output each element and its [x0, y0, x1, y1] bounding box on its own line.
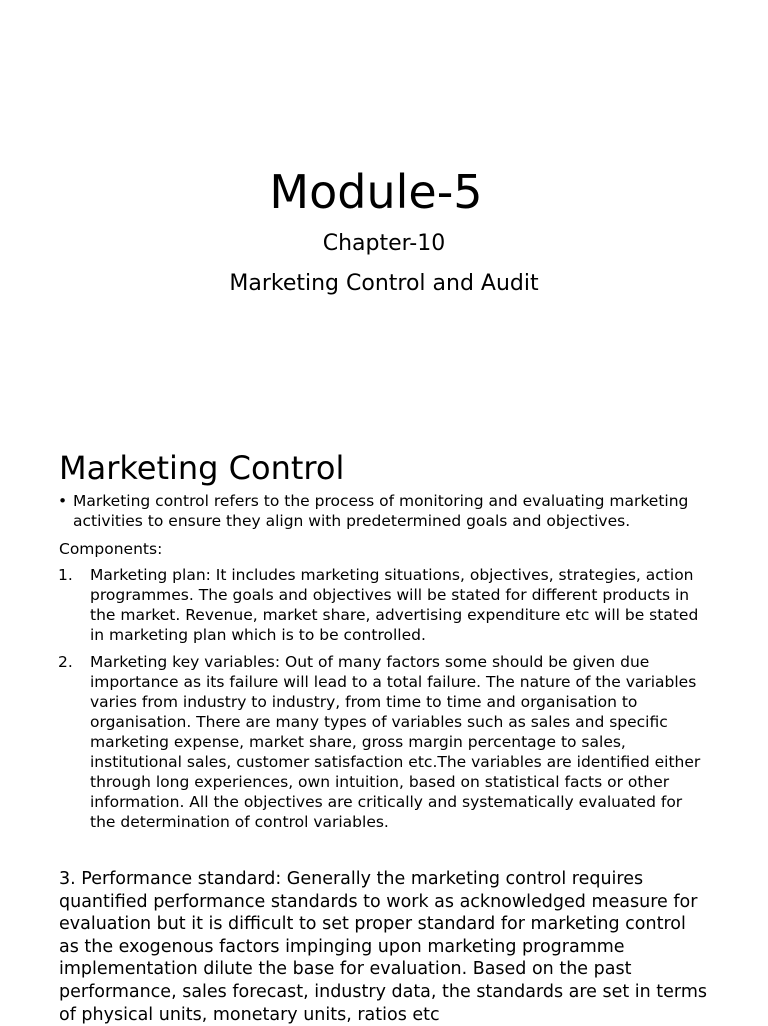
list-number: 2.: [58, 653, 73, 671]
list-number: 1.: [58, 566, 73, 584]
module-title: Module-5: [269, 165, 483, 219]
definition-bullet: [58, 491, 708, 531]
list-item-text: Marketing key variables: Out of many factors some should be given due importance as its failure will lead to a total failure. The nature of the variables varies from industry to industry, from time to time and organisation to organisation. There are many types of variables such as sales and specific marketing expense, market share, gross margin percentage to sales, institutional sales, customer satisfaction etc.The variables are identified either through long experiences, own intuition, based on statistical facts or other information. All the objectives are critically and systematically evaluated for the determination of control variables.: [90, 653, 701, 831]
section-heading: Marketing Control: [59, 449, 345, 487]
chapter-subtitle: Marketing Control and Audit: [229, 271, 539, 296]
components-label: Components:: [59, 540, 163, 558]
title-slide: [0, 0, 768, 420]
bullet-icon: •: [58, 492, 68, 510]
performance-standard-paragraph: 3. Performance standard: Generally the marketing control requires quantified performance standards to work as acknowledged measure for evaluation but it is difficult to set proper standard for marketing control as the exogenous factors impinging upon marketing programme implementation dilute the base for evaluation. Based on the past performance, sales forecast, industry data, the standards are set in terms of physical units, monetary units, ratios etc: [59, 869, 707, 1025]
list-item: [58, 565, 708, 645]
list-item-text: Marketing plan: It includes marketing situations, objectives, strategies, action programmes. The goals and objectives will be stated for different products in the market. Revenue, market share, advertising expenditure etc will be stated in marketing plan which is to be controlled.: [90, 566, 699, 644]
chapter-label: Chapter-10: [322, 231, 446, 256]
content-slide: [0, 420, 768, 1024]
list-item: [58, 652, 708, 832]
definition-text: Marketing control refers to the process of monitoring and evaluating marketing activities to ensure they align with predetermined goals and objectives.: [73, 492, 689, 530]
